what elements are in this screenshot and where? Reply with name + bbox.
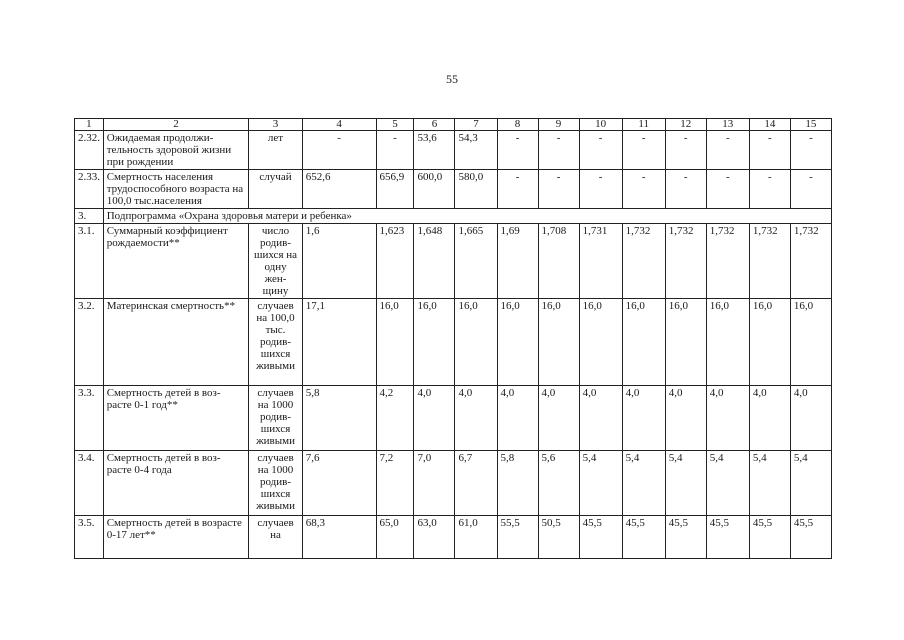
value-cell: 54,3: [455, 131, 497, 170]
value-cell: -: [538, 131, 579, 170]
value-cell: -: [749, 131, 790, 170]
header-cell: 2: [103, 119, 249, 131]
row-number: 2.32.: [75, 131, 104, 170]
value-cell: 4,0: [749, 386, 790, 451]
value-cell: 45,5: [790, 516, 831, 559]
indicator-name: Суммарный коэффициент рождаемости**: [103, 224, 249, 299]
value-cell: 68,3: [302, 516, 376, 559]
value-cell: 1,732: [622, 224, 665, 299]
value-cell: 7,2: [376, 451, 414, 516]
header-cell: 8: [497, 119, 538, 131]
value-cell: 45,5: [622, 516, 665, 559]
value-cell: 5,4: [579, 451, 622, 516]
header-cell: 9: [538, 119, 579, 131]
value-cell: 16,0: [538, 299, 579, 386]
value-cell: 1,731: [579, 224, 622, 299]
value-cell: 4,0: [455, 386, 497, 451]
unit-cell: случаев на 1000 родив-шихся живыми: [249, 386, 302, 451]
value-cell: 1,6: [302, 224, 376, 299]
indicator-name: Материнская смертность**: [103, 299, 249, 386]
section-title: Подпрограмма «Охрана здоровья матери и ребенка»: [103, 209, 831, 224]
indicator-name: Смертность населения трудоспособного возраста на 100,0 тыс.населения: [103, 170, 249, 209]
value-cell: 7,6: [302, 451, 376, 516]
value-cell: 4,0: [622, 386, 665, 451]
row-number: 3.1.: [75, 224, 104, 299]
value-cell: -: [579, 131, 622, 170]
value-cell: -: [579, 170, 622, 209]
value-cell: 1,732: [706, 224, 749, 299]
value-cell: 1,648: [414, 224, 455, 299]
unit-cell: число родив-шихся на одну жен-щину: [249, 224, 302, 299]
value-cell: -: [665, 170, 706, 209]
value-cell: 1,69: [497, 224, 538, 299]
row-number: 3.4.: [75, 451, 104, 516]
value-cell: -: [376, 131, 414, 170]
value-cell: 4,0: [706, 386, 749, 451]
table-row: [75, 299, 832, 386]
value-cell: 4,2: [376, 386, 414, 451]
value-cell: 4,0: [538, 386, 579, 451]
value-cell: -: [497, 170, 538, 209]
value-cell: 50,5: [538, 516, 579, 559]
table-row: [75, 224, 832, 299]
page-number: 55: [446, 72, 458, 86]
value-cell: 16,0: [706, 299, 749, 386]
header-cell: 6: [414, 119, 455, 131]
value-cell: 600,0: [414, 170, 455, 209]
value-cell: 16,0: [665, 299, 706, 386]
value-cell: -: [622, 170, 665, 209]
value-cell: 1,708: [538, 224, 579, 299]
value-cell: 16,0: [579, 299, 622, 386]
row-number: 3.2.: [75, 299, 104, 386]
unit-cell: случаев на 1000 родив-шихся живыми: [249, 451, 302, 516]
value-cell: 16,0: [376, 299, 414, 386]
indicator-name: Смертность детей в воз-расте 0-1 год**: [103, 386, 249, 451]
table-row: [75, 516, 832, 559]
value-cell: -: [665, 131, 706, 170]
value-cell: 45,5: [706, 516, 749, 559]
header-cell: 4: [302, 119, 376, 131]
row-number: 3.: [75, 209, 104, 224]
value-cell: 4,0: [497, 386, 538, 451]
value-cell: -: [302, 131, 376, 170]
value-cell: 16,0: [622, 299, 665, 386]
row-number: 3.5.: [75, 516, 104, 559]
table-row: [75, 170, 832, 209]
value-cell: 580,0: [455, 170, 497, 209]
header-cell: 11: [622, 119, 665, 131]
header-cell: 3: [249, 119, 302, 131]
table-row: [75, 131, 832, 170]
value-cell: 5,4: [706, 451, 749, 516]
unit-cell: лет: [249, 131, 302, 170]
row-number: 3.3.: [75, 386, 104, 451]
header-cell: 14: [749, 119, 790, 131]
value-cell: 16,0: [455, 299, 497, 386]
value-cell: 1,623: [376, 224, 414, 299]
value-cell: 6,7: [455, 451, 497, 516]
value-cell: 63,0: [414, 516, 455, 559]
header-cell: 13: [706, 119, 749, 131]
value-cell: 7,0: [414, 451, 455, 516]
value-cell: 16,0: [790, 299, 831, 386]
header-cell: 7: [455, 119, 497, 131]
value-cell: 1,665: [455, 224, 497, 299]
unit-cell: случаев на 100,0 тыс. родив-шихся живыми: [249, 299, 302, 386]
value-cell: -: [706, 170, 749, 209]
unit-cell: случаев на: [249, 516, 302, 559]
indicator-name: Смертность детей в возрасте 0-17 лет**: [103, 516, 249, 559]
value-cell: -: [538, 170, 579, 209]
value-cell: 16,0: [749, 299, 790, 386]
header-cell: 12: [665, 119, 706, 131]
value-cell: -: [706, 131, 749, 170]
value-cell: 5,4: [665, 451, 706, 516]
table-row: [75, 451, 832, 516]
value-cell: -: [790, 170, 831, 209]
value-cell: -: [790, 131, 831, 170]
value-cell: -: [749, 170, 790, 209]
value-cell: 5,4: [790, 451, 831, 516]
value-cell: 17,1: [302, 299, 376, 386]
value-cell: 5,4: [622, 451, 665, 516]
value-cell: 5,6: [538, 451, 579, 516]
value-cell: 4,0: [414, 386, 455, 451]
value-cell: 4,0: [790, 386, 831, 451]
value-cell: 5,4: [749, 451, 790, 516]
value-cell: 16,0: [497, 299, 538, 386]
header-cell: 5: [376, 119, 414, 131]
value-cell: 1,732: [665, 224, 706, 299]
value-cell: 61,0: [455, 516, 497, 559]
value-cell: 4,0: [665, 386, 706, 451]
header-cell: 15: [790, 119, 831, 131]
value-cell: 1,732: [790, 224, 831, 299]
value-cell: 53,6: [414, 131, 455, 170]
header-cell: 10: [579, 119, 622, 131]
value-cell: -: [497, 131, 538, 170]
value-cell: 65,0: [376, 516, 414, 559]
value-cell: -: [622, 131, 665, 170]
value-cell: 652,6: [302, 170, 376, 209]
indicators-table: [74, 118, 832, 559]
value-cell: 55,5: [497, 516, 538, 559]
table-row: [75, 386, 832, 451]
value-cell: 1,732: [749, 224, 790, 299]
unit-cell: случай: [249, 170, 302, 209]
indicator-name: Ожидаемая продолжи-тельность здоровой жизни при рождении: [103, 131, 249, 170]
value-cell: 16,0: [414, 299, 455, 386]
header-row: [75, 119, 832, 131]
value-cell: 45,5: [749, 516, 790, 559]
header-cell: 1: [75, 119, 104, 131]
value-cell: 45,5: [579, 516, 622, 559]
value-cell: 4,0: [579, 386, 622, 451]
value-cell: 45,5: [665, 516, 706, 559]
value-cell: 5,8: [497, 451, 538, 516]
table-row: [75, 209, 832, 224]
value-cell: 5,8: [302, 386, 376, 451]
row-number: 2.33.: [75, 170, 104, 209]
value-cell: 656,9: [376, 170, 414, 209]
indicator-name: Смертность детей в воз-расте 0-4 года: [103, 451, 249, 516]
